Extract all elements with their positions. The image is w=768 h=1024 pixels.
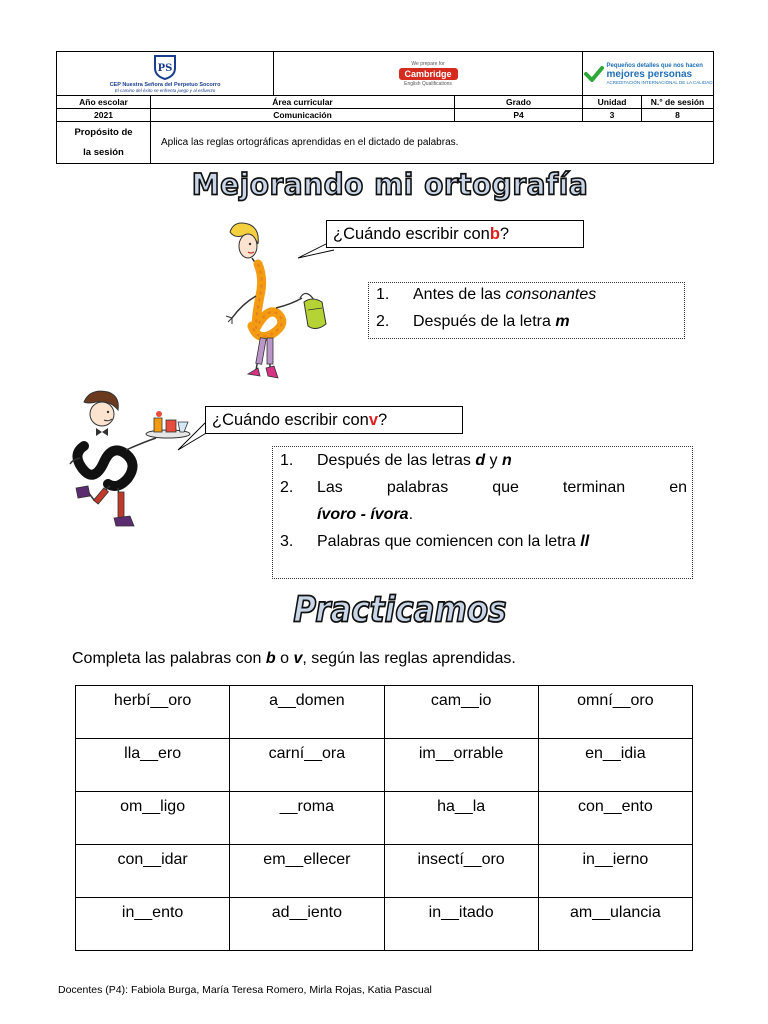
word-cell: in__ento (76, 898, 230, 951)
instruction-text: Completa las palabras con b o v, según las reglas aprendidas. (72, 650, 516, 667)
value-grade: P4 (455, 109, 583, 122)
v-rule-1: 1. Después de las letras d y n (280, 452, 512, 469)
word-cell: om__ligo (76, 792, 230, 845)
school-logo-cell (57, 52, 274, 96)
b-rule-2: 2. Después de la letra m (376, 313, 570, 330)
label-area: Área curricular (151, 96, 455, 109)
word-cell: ad__iento (230, 898, 384, 951)
word-cell: ha__la (384, 792, 538, 845)
value-area: Comunicación (151, 109, 455, 122)
word-cell: a__domen (230, 686, 384, 739)
word-cell: am__ulancia (538, 898, 692, 951)
label-session: N.° de sesión (642, 96, 714, 109)
v-rule-3: 3. Palabras que comiencen con la letra ll (280, 533, 590, 550)
word-cell: en__idia (538, 739, 692, 792)
word-cell: herbí__oro (76, 686, 230, 739)
word-cell: carní__ora (230, 739, 384, 792)
word-cell: cam__io (384, 686, 538, 739)
practice-title: Practicamos (293, 589, 507, 631)
label-year: Año escolar (57, 96, 151, 109)
word-cell: lla__ero (76, 739, 230, 792)
practice-table (75, 685, 693, 951)
footer-teachers: Docentes (P4): Fabiola Burga, María Teresa Romero, Mirla Rojas, Katia Pascual (58, 984, 432, 996)
word-cell: em__ellecer (230, 845, 384, 898)
v-rule-2-cont: ívoro - ívora. (317, 506, 414, 523)
cambridge-top-text: We prepare for (411, 60, 445, 67)
accreditation-line3: ACREDITACIÓN INTERNACIONAL DE LA CALIDAD (606, 79, 713, 85)
school-shield-icon (152, 54, 178, 80)
v-rule-2: 2. Las palabras que terminan en (280, 479, 687, 496)
word-cell: omní__oro (538, 686, 692, 739)
table-row (76, 792, 693, 845)
label-unit: Unidad (583, 96, 642, 109)
value-year: 2021 (57, 109, 151, 122)
word-cell: con__idar (76, 845, 230, 898)
header-table (56, 51, 714, 164)
cambridge-logo: Cambridge (399, 68, 458, 80)
value-unit: 3 (583, 109, 642, 122)
word-cell: in__ierno (538, 845, 692, 898)
word-cell: im__orrable (384, 739, 538, 792)
purpose-label: Propósito de la sesión (57, 122, 151, 164)
b-question-bubble: ¿Cuándo escribir con b ? (326, 220, 584, 248)
b-letter: b (489, 224, 500, 243)
value-session: 8 (642, 109, 714, 122)
table-row (76, 845, 693, 898)
table-row (76, 686, 693, 739)
word-cell: con__ento (538, 792, 692, 845)
accreditation-line2: mejores personas (606, 68, 693, 80)
cambridge-bottom-text: English Qualifications (404, 80, 452, 87)
word-cell: __roma (230, 792, 384, 845)
school-motto: El camino del éxito se enfrenta juego y al esfuerzo (114, 88, 216, 93)
cambridge-logo-cell (274, 52, 583, 96)
b-rules-box (368, 282, 685, 339)
b-rule-1: 1. Antes de las consonantes (376, 286, 597, 303)
v-question-bubble: ¿Cuándo escribir con v ? (205, 406, 463, 434)
school-name: CEP Nuestra Señora del Perpetuo Socorro (109, 82, 221, 88)
checkmark-icon (584, 66, 604, 82)
word-cell: insectí__oro (384, 845, 538, 898)
letter-v-waiter-illustration (64, 388, 204, 538)
table-row (76, 739, 693, 792)
label-grade: Grado (455, 96, 583, 109)
accreditation-logo-cell (583, 52, 714, 96)
v-letter: v (368, 410, 379, 429)
table-row (76, 898, 693, 951)
purpose-text: Aplica las reglas ortográficas aprendidas en el dictado de palabras. (151, 122, 714, 164)
word-cell: in__itado (384, 898, 538, 951)
svg-text:PS: PS (157, 63, 173, 74)
page-title: Mejorando mi ortografía (191, 167, 589, 202)
accreditation-line1: Pequeños detalles que nos hacen (606, 62, 703, 69)
v-rules-box (272, 446, 693, 579)
